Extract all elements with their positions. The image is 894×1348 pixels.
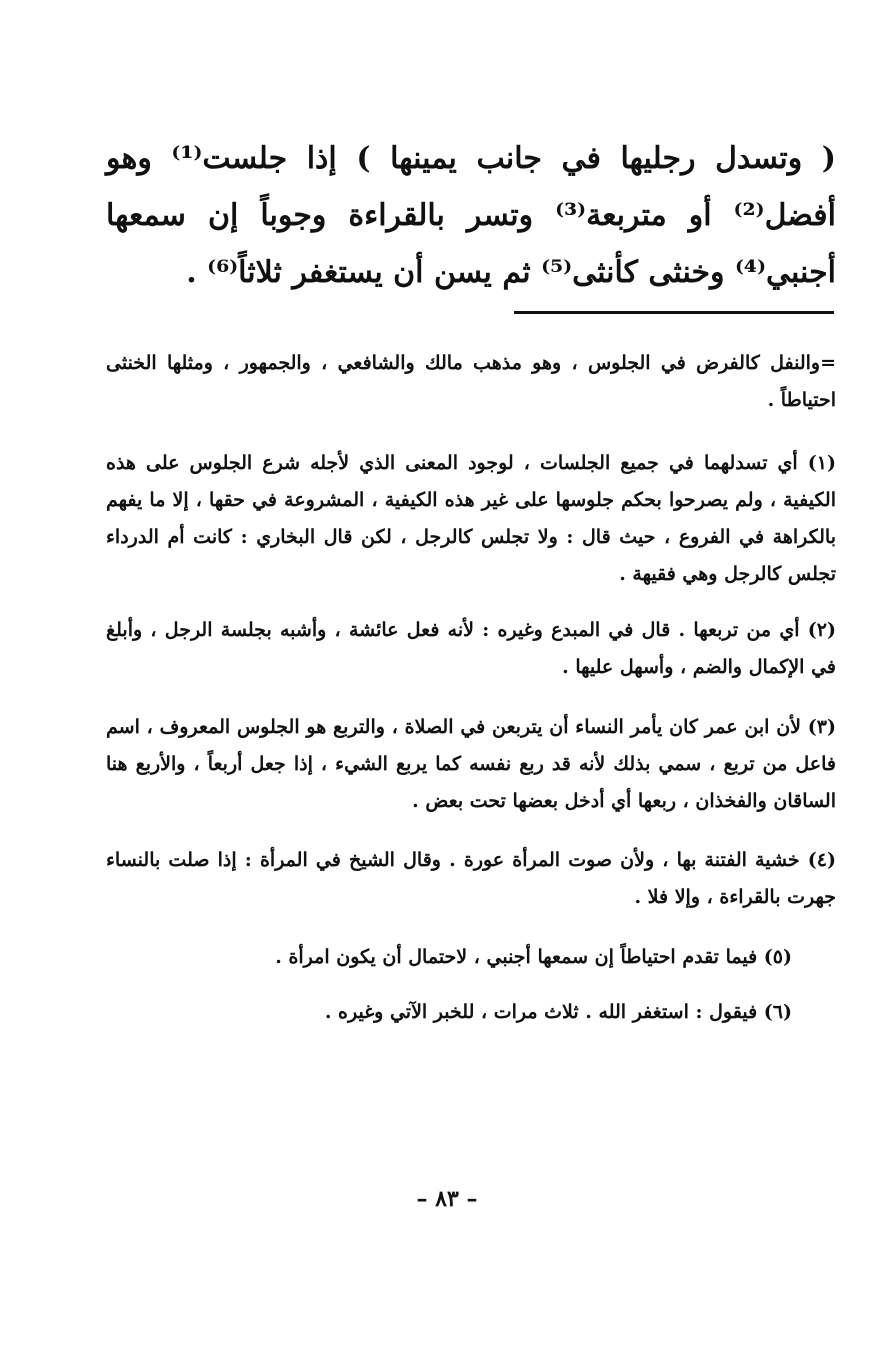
footnote-5: (٥) فيما تقدم احتياطاً إن سمعها أجنبي ، لاحتمال أن يكون امرأة . xyxy=(275,946,792,968)
footnote-2: (٢) أي من تربعها . قال في المبدع وغيره : لأنه فعل عائشة ، وأشبه بجلسة الرجل ، وأبلغ في الإكمال والضم ، وأسهل عليها . xyxy=(106,619,836,678)
page-number: – ٨٣ – xyxy=(416,1186,478,1212)
footnote-continuation: =والنفل كالفرض في الجلوس ، وهو مذهب مالك والشافعي ، والجمهور ، ومثلها الخنثى احتياطاً . xyxy=(106,352,836,411)
footnote-6: (٦) فيقول : استغفر الله . ثلاث مرات ، للخبر الآتي وغيره . xyxy=(324,1001,792,1023)
footnote-3: (٣) لأن ابن عمر كان يأمر النساء أن يتربعن في الصلاة ، والتربع هو الجلوس المعروف ، اسم فاعل من تربع ، سمي بذلك لأنه قد ربع نفسه كما يربع الشيء ، إذا جعل أربعاً ، والأربع هنا الساقان والفخذان ، ربعها أي أدخل بعضها تحت بعض . xyxy=(106,716,836,812)
footnote-4: (٤) خشية الفتنة بها ، ولأن صوت المرأة عورة . وقال الشيخ في المرأة : إذا صلت بالنساء جهرت بالقراءة ، وإلا فلا . xyxy=(106,849,836,908)
main-text-paragraph: ( وتسدل رجليها في جانب يمينها ) إذا جلست⁽¹⁾ وهو أفضل⁽²⁾ أو متربعة⁽³⁾ وتسر بالقراءة وجوباً إن سمعها أجنبي⁽⁴⁾ وخنثى كأنثى⁽⁵⁾ ثم يسن أن يستغفر ثلاثاً⁽⁶⁾ . xyxy=(106,141,837,290)
footnote-1: (١) أي تسدلهما في جميع الجلسات ، لوجود المعنى الذي لأجله شرع الجلوس على هذه الكيفية ، ولم يصرحوا بحكم جلوسها على غير هذه الكيفية ، المشروعة في حقها ، إلا ما يفهم بالكراهة في الفروع ، حيث قال : ولا تجلس كالرجل ، لكن قال البخاري : كانت أم الدرداء تجلس كالرجل وهي فقيهة . xyxy=(106,452,836,585)
footnotes-section xyxy=(106,345,836,1031)
footnote-separator-line xyxy=(514,311,834,314)
